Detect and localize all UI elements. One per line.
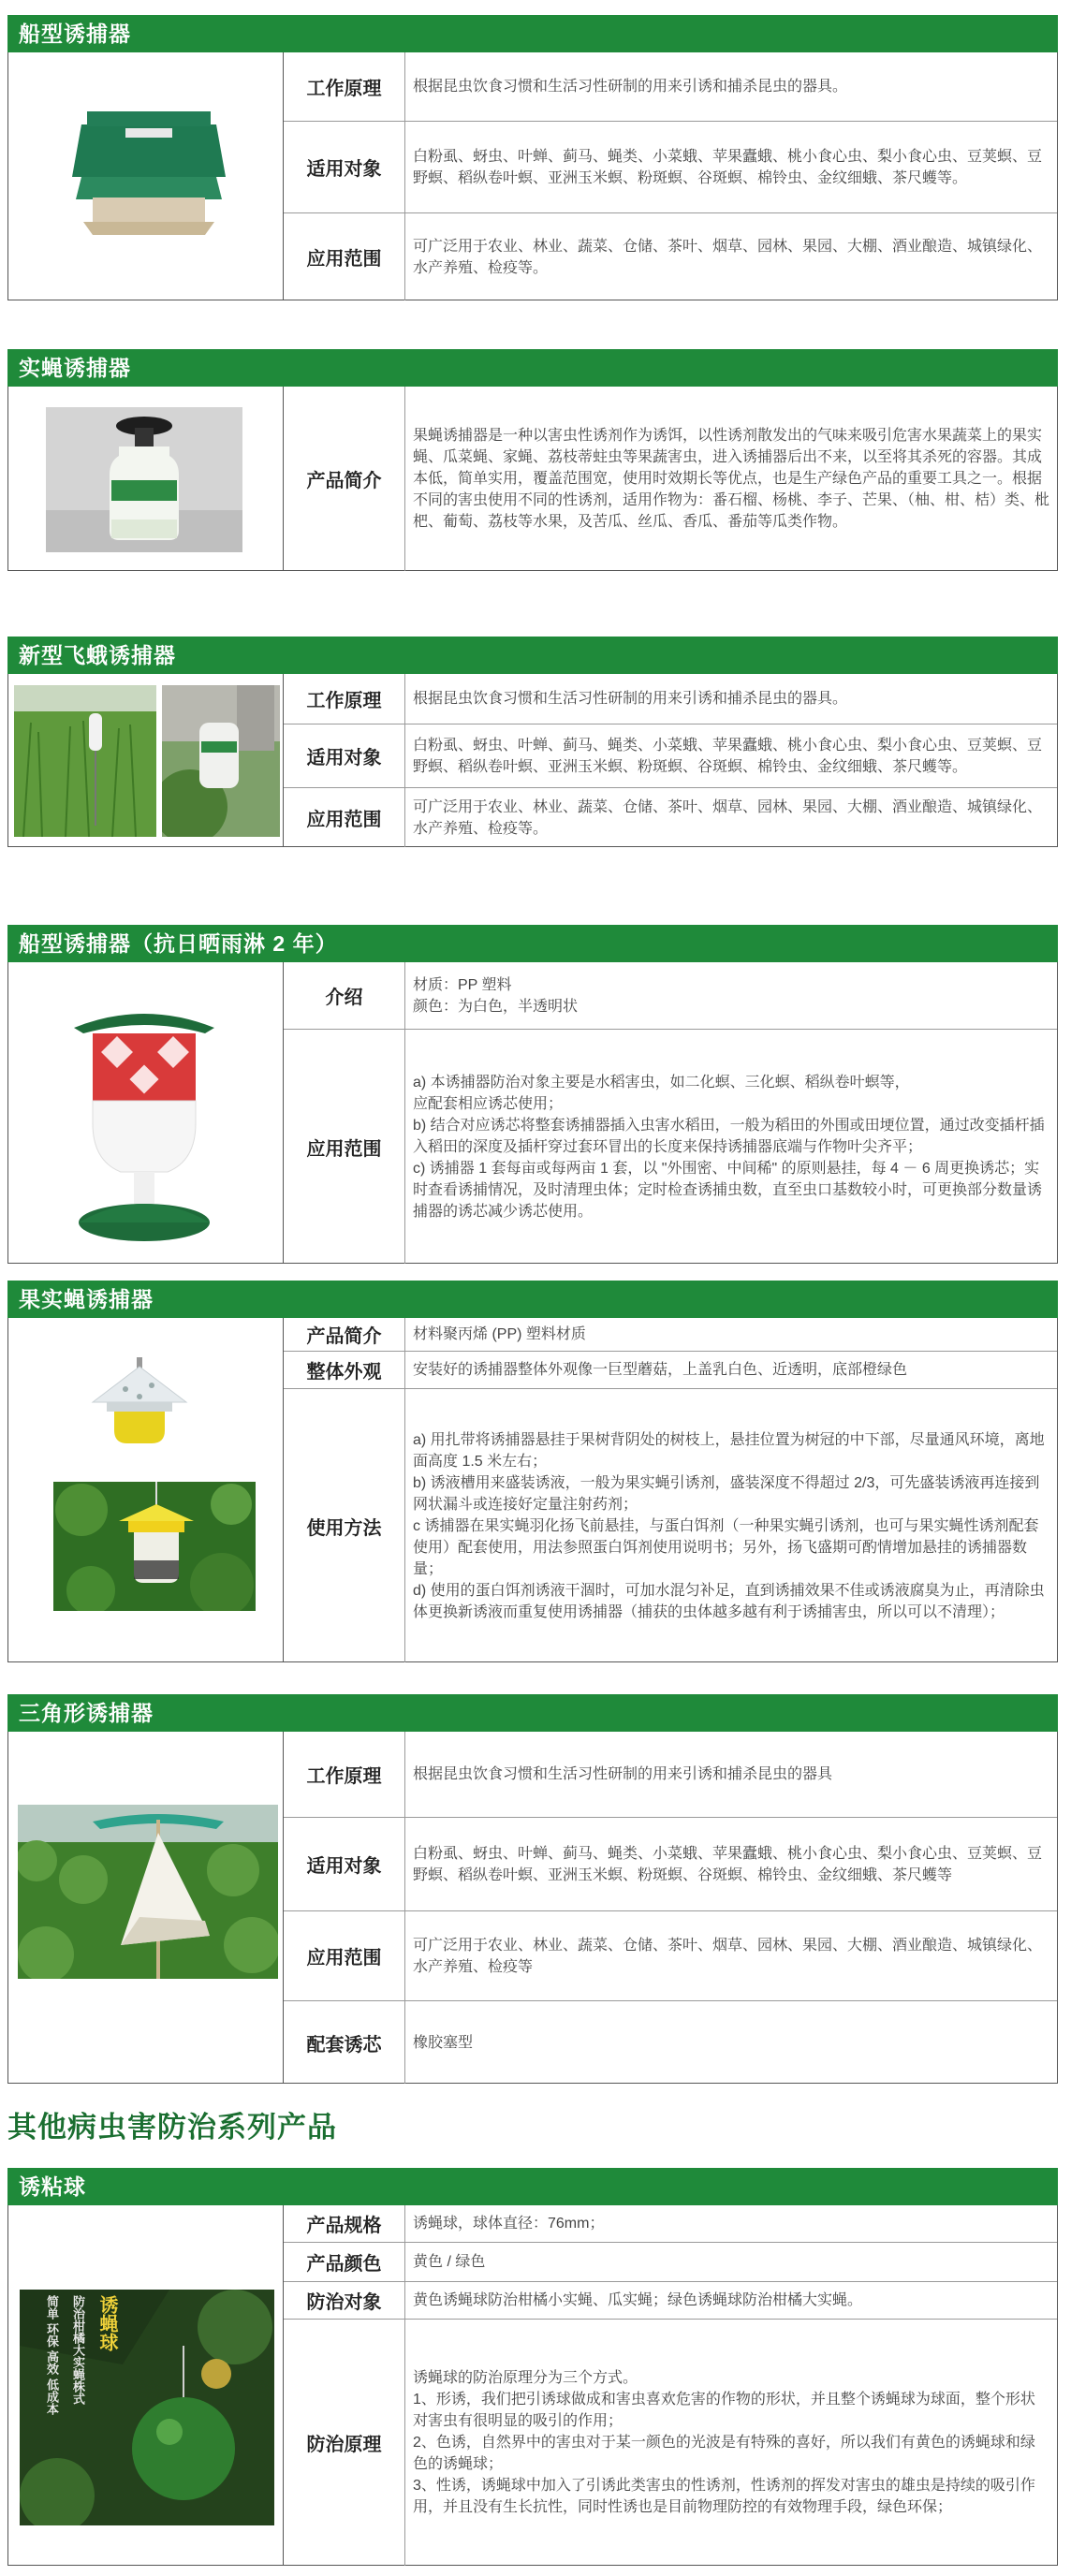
row-value: 可广泛用于农业、林业、蔬菜、仓储、茶叶、烟草、园林、果园、大棚、酒业酿造、城镇绿化、水产养殖、检疫等 <box>413 1937 1043 1975</box>
row-value: 根据昆虫饮食习惯和生活习性研制的用来引诱和捕杀昆虫的器具。 <box>413 691 848 707</box>
ball-slogan: 防治柑橘大实蝇株式 <box>71 2295 85 2405</box>
row-label: 应用范围 <box>284 1030 405 1264</box>
row-label: 产品颜色 <box>284 2243 405 2281</box>
section-banner: 新型飞蛾诱捕器 <box>7 637 1058 674</box>
table-row <box>284 1732 1057 1818</box>
table-row <box>284 122 1057 213</box>
table-row <box>284 2205 1057 2243</box>
mushroom-trap-image <box>88 1357 191 1451</box>
section-banner: 果实蝇诱捕器 <box>7 1281 1058 1318</box>
row-label: 防治对象 <box>284 2282 405 2319</box>
row-label: 产品简介 <box>284 387 405 571</box>
row-value: 橡胶塞型 <box>413 2034 474 2051</box>
product-table <box>7 1318 1058 1662</box>
section-banner: 三角形诱捕器 <box>7 1694 1058 1732</box>
row-label: 工作原理 <box>284 1732 405 1817</box>
table-row <box>284 1911 1057 2001</box>
product-image-cell <box>8 1318 284 1661</box>
table-row <box>284 1030 1057 1264</box>
row-value: 材质：PP 塑料 颜色：为白色，半透明状 <box>413 976 579 1015</box>
table-row <box>284 2282 1057 2320</box>
row-value: 材料聚丙烯 (PP) 塑料材质 <box>413 1326 586 1342</box>
table-row <box>284 788 1057 847</box>
row-label: 适用对象 <box>284 724 405 787</box>
row-value: a) 用扎带将诱捕器悬挂于果树背阴处的树枝上，悬挂位置为树冠的中下部，尽量通风环境，离地面高度 1.5 米左右； b) 诱液槽用来盛装诱液，一般为果实蝇引诱剂，盛装深度不得超过 2/3，可先盛装诱液再连接到网状漏斗或连接好定量注射药剂； c 诱捕器在果实蝇羽化扬飞前悬挂，与蛋白饵剂（一种果实蝇引诱剂，也可与果实蝇性诱剂配套使用）配套使用，用法参照蛋白饵剂使用说明书；另外，扬飞盛期可酌情增加悬挂的诱捕器数量； d) 使用的蛋白饵剂诱液干涸时，可加水混匀补足，直到诱捕效果不佳或诱液腐臭为止，再清除虫体更换新诱液而重复使用诱捕器（捕获的虫体越多越有利于诱捕害虫，所以可以不清理）； <box>413 1431 1045 1620</box>
row-label: 防治原理 <box>284 2320 405 2566</box>
row-label: 应用范围 <box>284 1911 405 2000</box>
row-label: 工作原理 <box>284 674 405 724</box>
row-value: 黄色诱蝇球防治柑橘小实蝇、瓜实蝇；绿色诱蝇球防治柑橘大实蝇。 <box>413 2292 863 2308</box>
table-row <box>284 1389 1057 1662</box>
moth-trap-bottle-image <box>162 685 280 837</box>
row-label: 适用对象 <box>284 1818 405 1910</box>
ball-slogan: 简单 环保 高效 低成本 <box>45 2295 59 2415</box>
row-label: 配套诱芯 <box>284 2001 405 2084</box>
product-image-cell <box>8 2205 284 2565</box>
row-label: 整体外观 <box>284 1352 405 1388</box>
row-value: 诱蝇球的防治原理分为三个方式。 1、形诱，我们把引诱球做成和害虫喜欢危害的作物的形状，并且整个诱蝇球为球面，整个形状对害虫有很明显的吸引的作用； 2、色诱，自然界中的害虫对于某一颜色的光波是有特殊的喜好，所以我们有黄色的诱蝇球和绿色的诱蝇球； 3、性诱，诱蝇球中加入了引诱此类害虫的性诱剂，性诱剂的挥发对害虫的雄虫是持续的吸引作用，并且没有生长抗性，同时性诱也是目前物理防控的有效物理手段，绿色环保； <box>413 2370 1035 2515</box>
row-value: 白粉虱、蚜虫、叶蝉、蓟马、蝇类、小菜蛾、苹果蠹蛾、桃小食心虫、梨小食心虫、豆荚螟、豆野螟、稻纵卷叶螟、亚洲玉米螟、粉斑螟、谷斑螟、棉铃虫、金纹细蛾、茶尺蠖等。 <box>413 737 1043 775</box>
table-row <box>284 2243 1057 2282</box>
section-banner: 实蝇诱捕器 <box>7 349 1058 387</box>
product-image-cell <box>8 52 284 300</box>
product-image-cell <box>8 674 284 846</box>
row-value: 根据昆虫饮食习惯和生活习性研制的用来引诱和捕杀昆虫的器具 <box>413 1766 833 1782</box>
ball-label: 诱蝇球 <box>96 2295 117 2351</box>
table-row <box>284 674 1057 724</box>
table-row <box>284 2001 1057 2084</box>
product-table <box>7 387 1058 571</box>
other-products-heading: 其他病虫害防治系列产品 <box>7 2111 337 2144</box>
row-value: 可广泛用于农业、林业、蔬菜、仓储、茶叶、烟草、园林、果园、大棚、酒业酿造、城镇绿化、水产养殖、检疫等。 <box>413 238 1043 276</box>
table-row <box>284 213 1057 300</box>
product-image-cell <box>8 962 284 1263</box>
row-value: 白粉虱、蚜虫、叶蝉、蓟马、蝇类、小菜蛾、苹果蠹蛾、桃小食心虫、梨小食心虫、豆荚螟、豆野螟、稻纵卷叶螟、亚洲玉米螟、粉斑螟、谷斑螟、棉铃虫、金纹细蛾、茶尺蠖等 <box>413 1845 1043 1883</box>
row-label: 使用方法 <box>284 1389 405 1662</box>
row-value: 黄色 / 绿色 <box>413 2254 486 2270</box>
row-value: 果蝇诱捕器是一种以害虫性诱剂作为诱饵，以性诱剂散发出的气味来吸引危害水果蔬菜上的果实蝇、瓜菜蝇、家蝇、荔枝蒂蛀虫等果蔬害虫，进入诱捕器后出不来，以至将其杀死的容器。其成本低，简单实用，覆盖范围宽，使用时效期长等优点，也是生产绿色产品的重要工具之一。根据不同的害虫使用不同的性诱剂，适用作物为：番石榴、杨桃、李子、芒果、（柚、柑、桔）类、枇杷、葡萄、荔枝等水果，及苦瓜、丝瓜、香瓜、番茄等瓜类作物。 <box>413 428 1050 530</box>
table-row <box>284 1352 1057 1389</box>
row-label: 适用对象 <box>284 122 405 212</box>
moth-trap-field-image <box>14 685 156 837</box>
table-row <box>284 387 1057 571</box>
table-row <box>284 52 1057 122</box>
section-banner: 船型诱捕器 <box>7 15 1058 52</box>
row-label: 应用范围 <box>284 213 405 300</box>
mushroom-trap-orchard-image <box>53 1482 256 1611</box>
boat-trap-image <box>65 104 233 244</box>
row-value: 白粉虱、蚜虫、叶蝉、蓟马、蝇类、小菜蛾、苹果蠹蛾、桃小食心虫、梨小食心虫、豆荚螟、豆野螟、稻纵卷叶螟、亚洲玉米螟、粉斑螟、谷斑螟、棉铃虫、金纹细蛾、茶尺蠖等。 <box>413 148 1043 186</box>
row-label: 产品规格 <box>284 2205 405 2242</box>
row-label: 介绍 <box>284 962 405 1029</box>
row-value: 安装好的诱捕器整体外观像一巨型蘑菇，上盖乳白色、近透明，底部橙绿色 <box>413 1362 908 1378</box>
table-row <box>284 1318 1057 1352</box>
bucket-trap-image <box>65 1000 224 1243</box>
product-image-cell <box>8 387 284 570</box>
row-label: 工作原理 <box>284 52 405 121</box>
row-value: 根据昆虫饮食习惯和生活习性研制的用来引诱和捕杀昆虫的器具。 <box>413 79 848 95</box>
section-banner: 诱粘球 <box>7 2168 1058 2205</box>
row-label: 应用范围 <box>284 788 405 847</box>
row-value: a) 本诱捕器防治对象主要是水稻害虫，如二化螟、三化螟、稻纵卷叶螟等， 应配套相应诱芯使用； b) 结合对应诱芯将整套诱捕器插入虫害水稻田，一般为稻田的外围或田埂位置，通过改变插杆插入稻田的深度及插杆穿过套环冒出的长度来保持诱捕器底端与作物叶尖齐平； c) 诱捕器 1 套每亩或每两亩 1 套，以 "外围密、中间稀" 的原则悬挂，每 4 － 6 周更换诱芯；实时查看诱捕情况，及时清理虫体；定时检查诱捕虫数，直至虫口基数较小时，可更换部分数量诱捕器的诱芯减少诱芯使用。 <box>413 1074 1045 1220</box>
section-banner: 船型诱捕器（抗日晒雨淋 2 年） <box>7 925 1058 962</box>
table-row <box>284 724 1057 788</box>
product-table <box>7 962 1058 1264</box>
product-table <box>7 2205 1058 2566</box>
product-table <box>7 52 1058 300</box>
fruitfly-trap-image <box>46 407 242 552</box>
table-row <box>284 962 1057 1030</box>
product-table <box>7 674 1058 847</box>
table-row <box>284 2320 1057 2566</box>
row-value: 可广泛用于农业、林业、蔬菜、仓储、茶叶、烟草、园林、果园、大棚、酒业酿造、城镇绿化、水产养殖、检疫等。 <box>413 798 1043 837</box>
product-table <box>7 1732 1058 2084</box>
product-image-cell <box>8 1732 284 2083</box>
row-value: 诱蝇球，球体直径：76mm； <box>413 2216 605 2232</box>
row-label: 产品简介 <box>284 1318 405 1351</box>
triangle-trap-image <box>18 1805 278 1979</box>
table-row <box>284 1818 1057 1911</box>
